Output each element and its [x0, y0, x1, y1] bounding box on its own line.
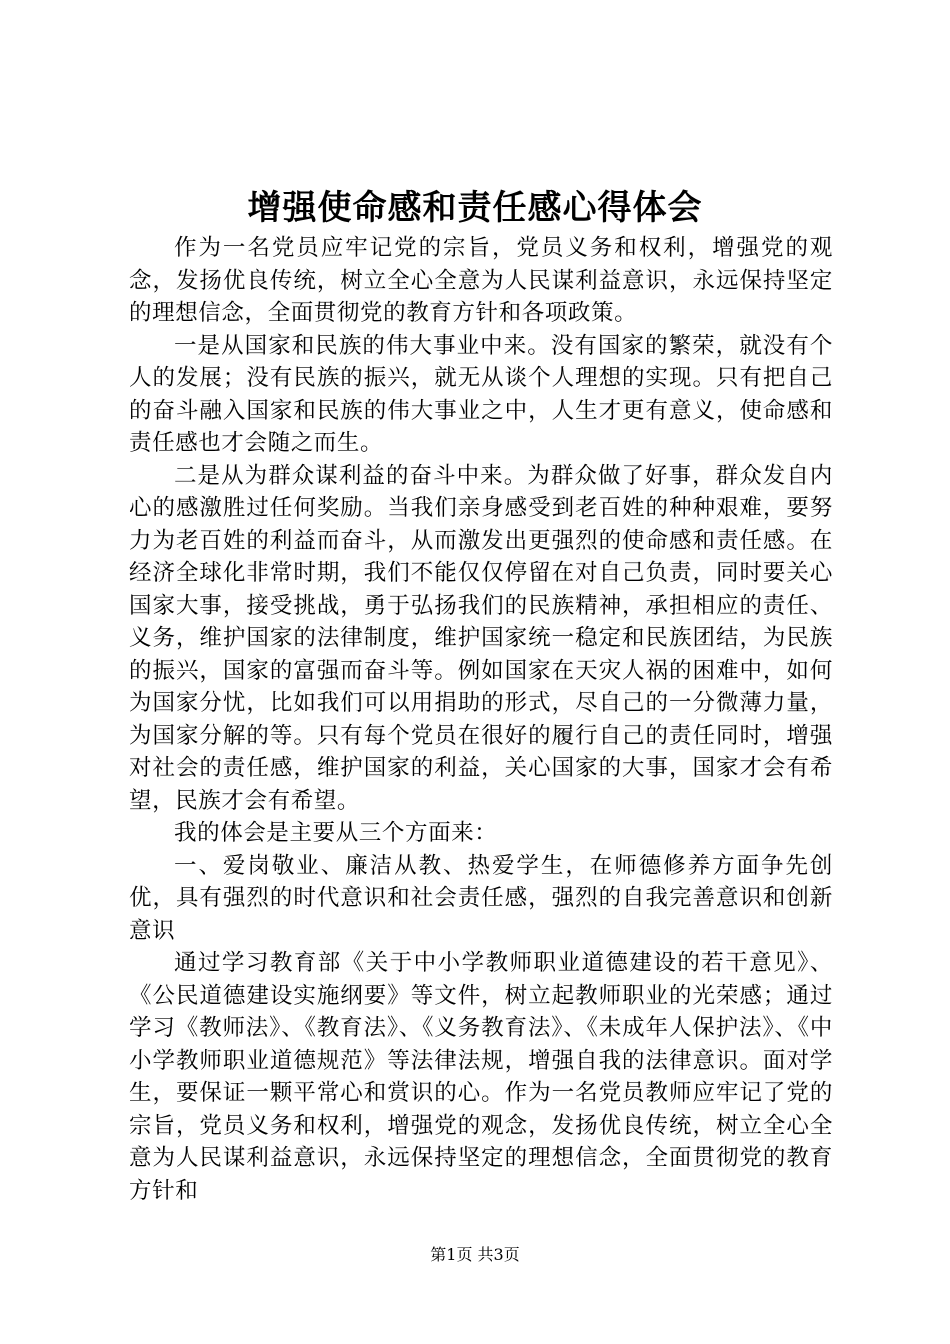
document-body: [129, 232, 833, 1207]
document-title: 增强使命感和责任感心得体会: [247, 188, 703, 228]
paragraph-point-one: 一是从国家和民族的伟大事业中来。没有国家的繁荣，就没有个人的发展；没有民族的振兴，就无从谈个人理想的实现。只有把自己的奋斗融入国家和民族的伟大事业之中，人生才更有意义，使命感和责任感也才会随之而生。: [129, 332, 833, 456]
paragraph-intro: 作为一名党员应牢记党的宗旨，党员义务和权利，增强党的观念，发扬优良传统，树立全心全意为人民谋利益意识，永远保持坚定的理想信念，全面贯彻党的教育方针和各项政策。: [129, 235, 833, 326]
paragraph-study: 通过学习教育部《关于中小学教师职业道德建设的若干意见》、《公民道德建设实施纲要》等文件，树立起教师职业的光荣感；通过学习《教师法》、《教育法》、《义务教育法》、《未成年人保护法》、《中小学教师职业道德规范》等法律法规，增强自我的法律意识。面对学生，要保证一颗平常心和赏识的心。作为一名党员教师应牢记了党的宗旨，党员义务和权利，增强党的观念，发扬优良传统，树立全心全意为人民谋利益意识，永远保持坚定的理想信念，全面贯彻党的教育方针和: [129, 950, 833, 1204]
paragraph-section-one: 一、爱岗敬业、廉洁从教、热爱学生，在师德修养方面争先创优，具有强烈的时代意识和社会责任感，强烈的自我完善意识和创新意识: [129, 852, 833, 944]
paragraph-experience-heading: 我的体会是主要从三个方面来：: [174, 820, 498, 846]
page-number-footer: 第1页 共3页: [430, 1245, 520, 1264]
paragraph-point-two: 二是从为群众谋利益的奋斗中来。为群众做了好事，群众发自内心的感激胜过任何奖励。当我们亲身感受到老百姓的种种艰难，要努力为老百姓的利益而奋斗，从而激发出更强烈的使命感和责任感。在经济全球化非常时期，我们不能仅仅停留在对自己负责，同时要关心国家大事，接受挑战，勇于弘扬我们的民族精神，承担相应的责任、义务，维护国家的法律制度，维护国家统一稳定和民族团结，为民族的振兴，国家的富强而奋斗等。例如国家在天灾人祸的困难中，如何为国家分忧，比如我们可以用捐助的形式，尽自己的一分微薄力量，为国家分解的等。只有每个党员在很好的履行自己的责任同时，增强对社会的责任感，维护国家的利益，关心国家的大事，国家才会有希望，民族才会有希望。: [129, 462, 833, 814]
